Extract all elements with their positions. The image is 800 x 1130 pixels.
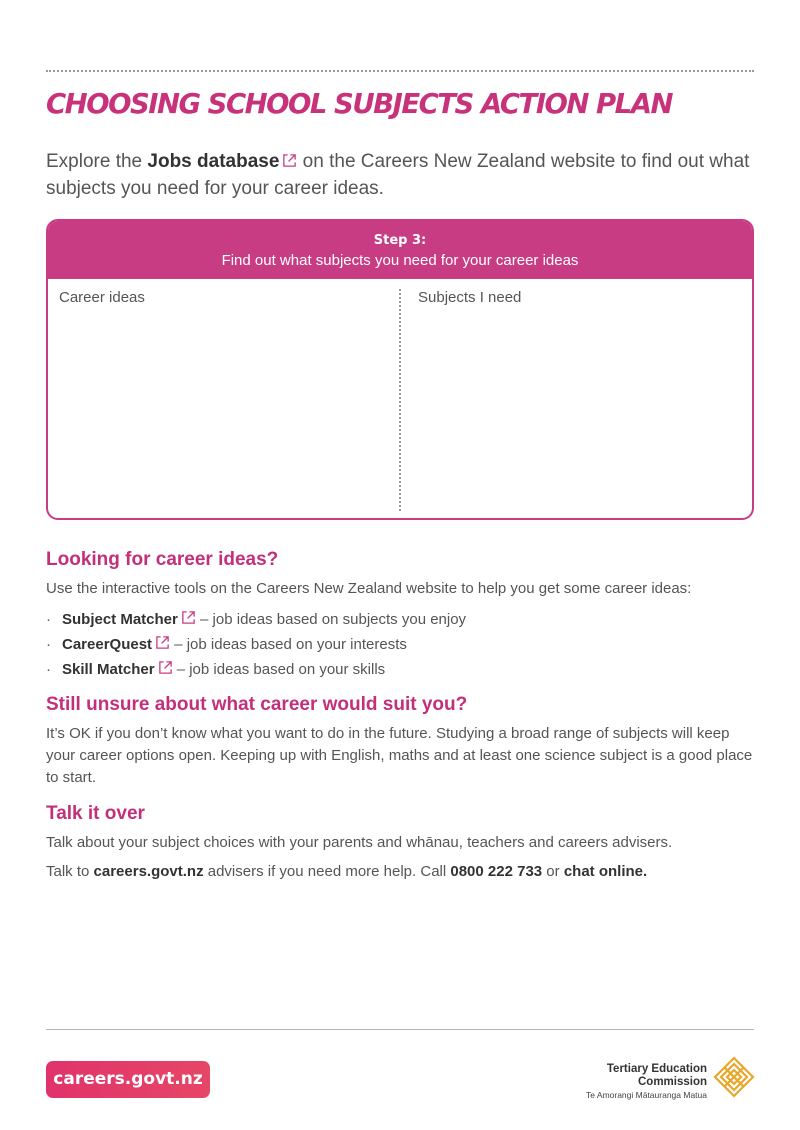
- talk-text-2: Talk to careers.govt.nz advisers if you need more help. Call 0800 222 733 or chat online.: [46, 863, 648, 880]
- external-link-icon[interactable]: [181, 610, 196, 625]
- intro-paragraph: [46, 148, 756, 202]
- list-item: · Skill Matcher – job ideas based on your skills: [46, 661, 386, 678]
- step-3-worksheet: [46, 219, 754, 520]
- unsure-heading: Still unsure about what career would suit you?: [46, 694, 468, 715]
- phone-number[interactable]: 0800 222 733: [450, 863, 543, 880]
- careerquest-link[interactable]: CareerQuest: [62, 636, 153, 653]
- footer-divider: [46, 1029, 754, 1030]
- tool-description: – job ideas based on your interests: [170, 636, 407, 653]
- tool-description: – job ideas based on subjects you enjoy: [195, 611, 467, 628]
- top-dotted-rule: [46, 70, 754, 72]
- talk-heading: Talk it over: [46, 803, 145, 824]
- jobs-database-link[interactable]: Jobs database: [147, 151, 280, 172]
- skill-matcher-link[interactable]: Skill Matcher: [62, 661, 155, 678]
- career-ideas-text: Use the interactive tools on the Careers New Zealand website to help you get some career ideas:: [46, 580, 692, 597]
- list-item: · Subject Matcher – job ideas based on subjects you enjoy: [46, 611, 467, 628]
- external-link-icon[interactable]: [155, 635, 170, 650]
- page-title: CHOOSING SCHOOL SUBJECTS ACTION PLAN: [46, 88, 672, 120]
- chat-online-link[interactable]: chat online.: [563, 863, 648, 880]
- subject-matcher-link[interactable]: Subject Matcher: [62, 611, 178, 628]
- external-link-icon[interactable]: [282, 153, 297, 168]
- external-link-icon[interactable]: [158, 660, 173, 675]
- talk-text-1: Talk about your subject choices with your parents and whānau, teachers and careers advisers.: [46, 834, 673, 851]
- tec-org-name: Tertiary Education Commission Te Amorangi Mātauranga Matua: [586, 1063, 707, 1100]
- career-ideas-column-label: Career ideas: [59, 289, 145, 306]
- tool-description: – job ideas based on your skills: [172, 661, 386, 678]
- career-ideas-heading: Looking for career ideas?: [46, 549, 279, 570]
- subjects-column-label: Subjects I need: [418, 289, 522, 306]
- intro-suffix: on the Careers New Zealand website to find out what subjects you need for your career ideas.: [46, 151, 750, 199]
- tec-logo-icon: [713, 1056, 755, 1098]
- column-divider: [399, 289, 401, 511]
- unsure-text: It’s OK if you don’t know what you want to do in the future. Studying a broad range of subjects will keep your career options open. Keeping up with English, maths and at least one science subject is a good place to start.: [46, 725, 753, 786]
- list-item: · CareerQuest – job ideas based on your interests: [46, 636, 407, 653]
- step-description: Find out what subjects you need for your career ideas: [221, 252, 579, 269]
- careers-site-link[interactable]: careers.govt.nz: [93, 863, 204, 880]
- step-label: Step 3:: [373, 233, 427, 248]
- intro-prefix: Explore the: [46, 151, 148, 172]
- tools-list: [46, 607, 756, 682]
- step-header: [48, 221, 752, 279]
- careers-site-badge[interactable]: careers.govt.nz: [46, 1061, 210, 1098]
